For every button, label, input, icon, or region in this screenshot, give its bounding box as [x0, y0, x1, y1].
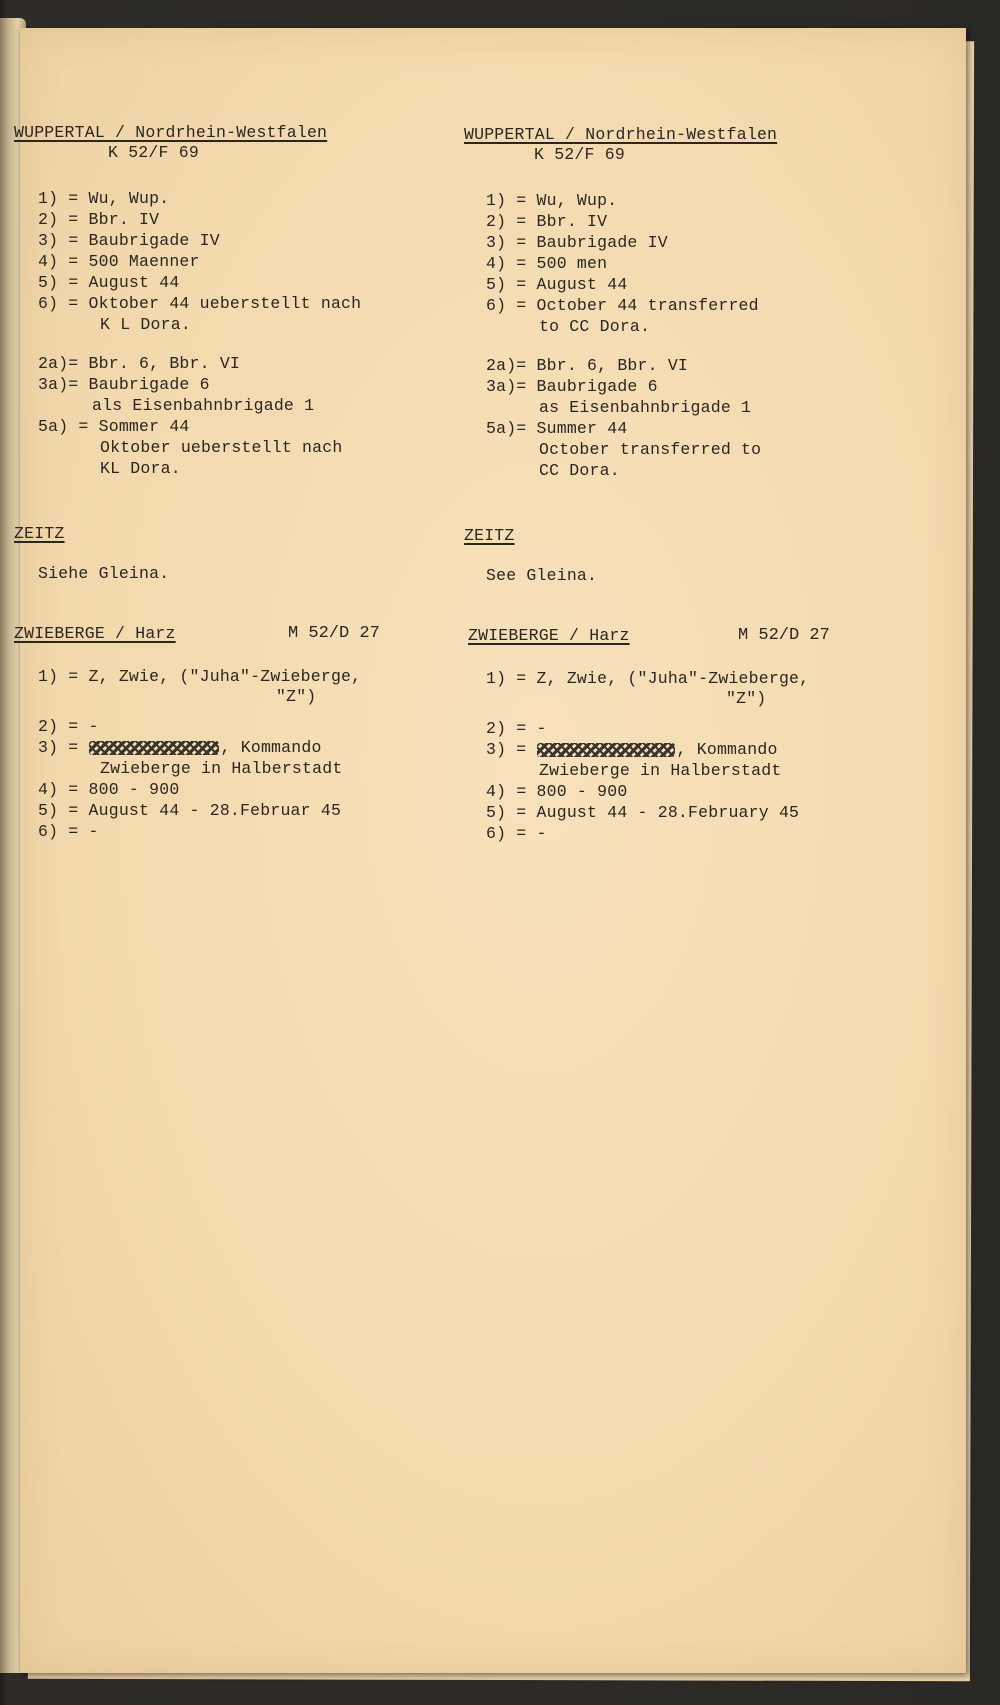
zwieberge-line-en: 5) = August 44 - 28.February 45: [486, 803, 800, 822]
wuppertal-line-de: 1) = Wu, Wup.: [38, 189, 170, 208]
crossed-out-text: [89, 741, 219, 755]
zeitz-heading-en: ZEITZ: [464, 526, 515, 545]
german-column: [14, 28, 460, 928]
wuppertal-line-en: 3) = Baubrigade IV: [486, 233, 668, 252]
wuppertal-line-en: 3a)= Baubrigade 6: [486, 377, 658, 396]
wuppertal-line-de: 4) = 500 Maenner: [38, 252, 200, 271]
wuppertal-line-en: 5a)= Summer 44: [486, 419, 628, 438]
zwieberge-line-de: 2) = -: [38, 717, 99, 736]
wuppertal-line-en: October transferred to: [539, 440, 762, 459]
zwieberge-line-3-prefix-de: 3) =: [38, 738, 79, 757]
zwieberge-line-en: [486, 739, 778, 761]
zeitz-text-en: See Gleina.: [486, 566, 598, 585]
wuppertal-line-de: Oktober ueberstellt nach: [100, 438, 343, 457]
wuppertal-heading-de: WUPPERTAL / Nordrhein-Westfalen: [14, 123, 328, 142]
wuppertal-line-en: 1) = Wu, Wup.: [486, 191, 618, 210]
wuppertal-line-en: 2a)= Bbr. 6, Bbr. VI: [486, 356, 689, 375]
wuppertal-line-en: 5) = August 44: [486, 275, 628, 294]
wuppertal-line-en: 6) = October 44 transferred: [486, 296, 759, 315]
zwieberge-heading-en: ZWIEBERGE / Harz: [468, 626, 630, 645]
wuppertal-line-en: as Eisenbahnbrigade 1: [539, 398, 752, 417]
wuppertal-line-de: K L Dora.: [100, 315, 191, 334]
wuppertal-line-de: 6) = Oktober 44 ueberstellt nach: [38, 294, 362, 313]
wuppertal-line-en: CC Dora.: [539, 461, 620, 480]
zwieberge-line-de: 1) = Z, Zwie, ("Juha"-Zwieberge,: [38, 667, 362, 686]
wuppertal-line-en: to CC Dora.: [539, 317, 651, 336]
wuppertal-line-de: als Eisenbahnbrigade 1: [92, 396, 315, 415]
wuppertal-ref-de: K 52/F 69: [108, 143, 199, 162]
wuppertal-heading-en: WUPPERTAL / Nordrhein-Westfalen: [464, 125, 778, 144]
zwieberge-line-en: 4) = 800 - 900: [486, 782, 628, 801]
wuppertal-ref-en: K 52/F 69: [534, 145, 625, 164]
zwieberge-ref-en: M 52/D 27: [738, 626, 830, 645]
wuppertal-line-de: 5) = August 44: [38, 273, 180, 292]
wuppertal-line-en: 4) = 500 men: [486, 254, 608, 273]
zwieberge-line-de: Zwieberge in Halberstadt: [100, 759, 343, 778]
zwieberge-line-en: "Z"): [726, 689, 767, 708]
english-column: [466, 28, 906, 928]
zwieberge-line-de: 6) = -: [38, 822, 99, 841]
zwieberge-line-de: [38, 737, 322, 759]
zwieberge-line-3-prefix-en: 3) =: [486, 740, 527, 759]
zwieberge-line-en: 1) = Z, Zwie, ("Juha"-Zwieberge,: [486, 669, 810, 688]
crossed-out-text: [537, 743, 675, 757]
zwieberge-line-en: 2) = -: [486, 719, 547, 738]
zwieberge-heading-de: ZWIEBERGE / Harz: [14, 624, 176, 643]
document-page: [14, 28, 966, 1673]
wuppertal-line-de: 2a)= Bbr. 6, Bbr. VI: [38, 354, 241, 373]
zwieberge-line-3-suffix-en: , Kommando: [676, 740, 778, 759]
zwieberge-line-de: 4) = 800 - 900: [38, 780, 180, 799]
zeitz-text-de: Siehe Gleina.: [38, 564, 170, 583]
wuppertal-line-en: 2) = Bbr. IV: [486, 212, 608, 231]
wuppertal-line-de: KL Dora.: [100, 459, 181, 478]
wuppertal-line-de: 2) = Bbr. IV: [38, 210, 160, 229]
zeitz-heading-de: ZEITZ: [14, 524, 65, 543]
zwieberge-line-de: "Z"): [276, 687, 317, 706]
zwieberge-line-de: 5) = August 44 - 28.Februar 45: [38, 801, 342, 820]
zwieberge-line-3-suffix-de: , Kommando: [220, 738, 322, 757]
wuppertal-line-de: 3a)= Baubrigade 6: [38, 375, 210, 394]
wuppertal-line-de: 3) = Baubrigade IV: [38, 231, 220, 250]
zwieberge-line-en: Zwieberge in Halberstadt: [539, 761, 782, 780]
wuppertal-line-de: 5a) = Sommer 44: [38, 417, 190, 436]
zwieberge-line-en: 6) = -: [486, 824, 547, 843]
zwieberge-ref-de: M 52/D 27: [288, 624, 380, 643]
